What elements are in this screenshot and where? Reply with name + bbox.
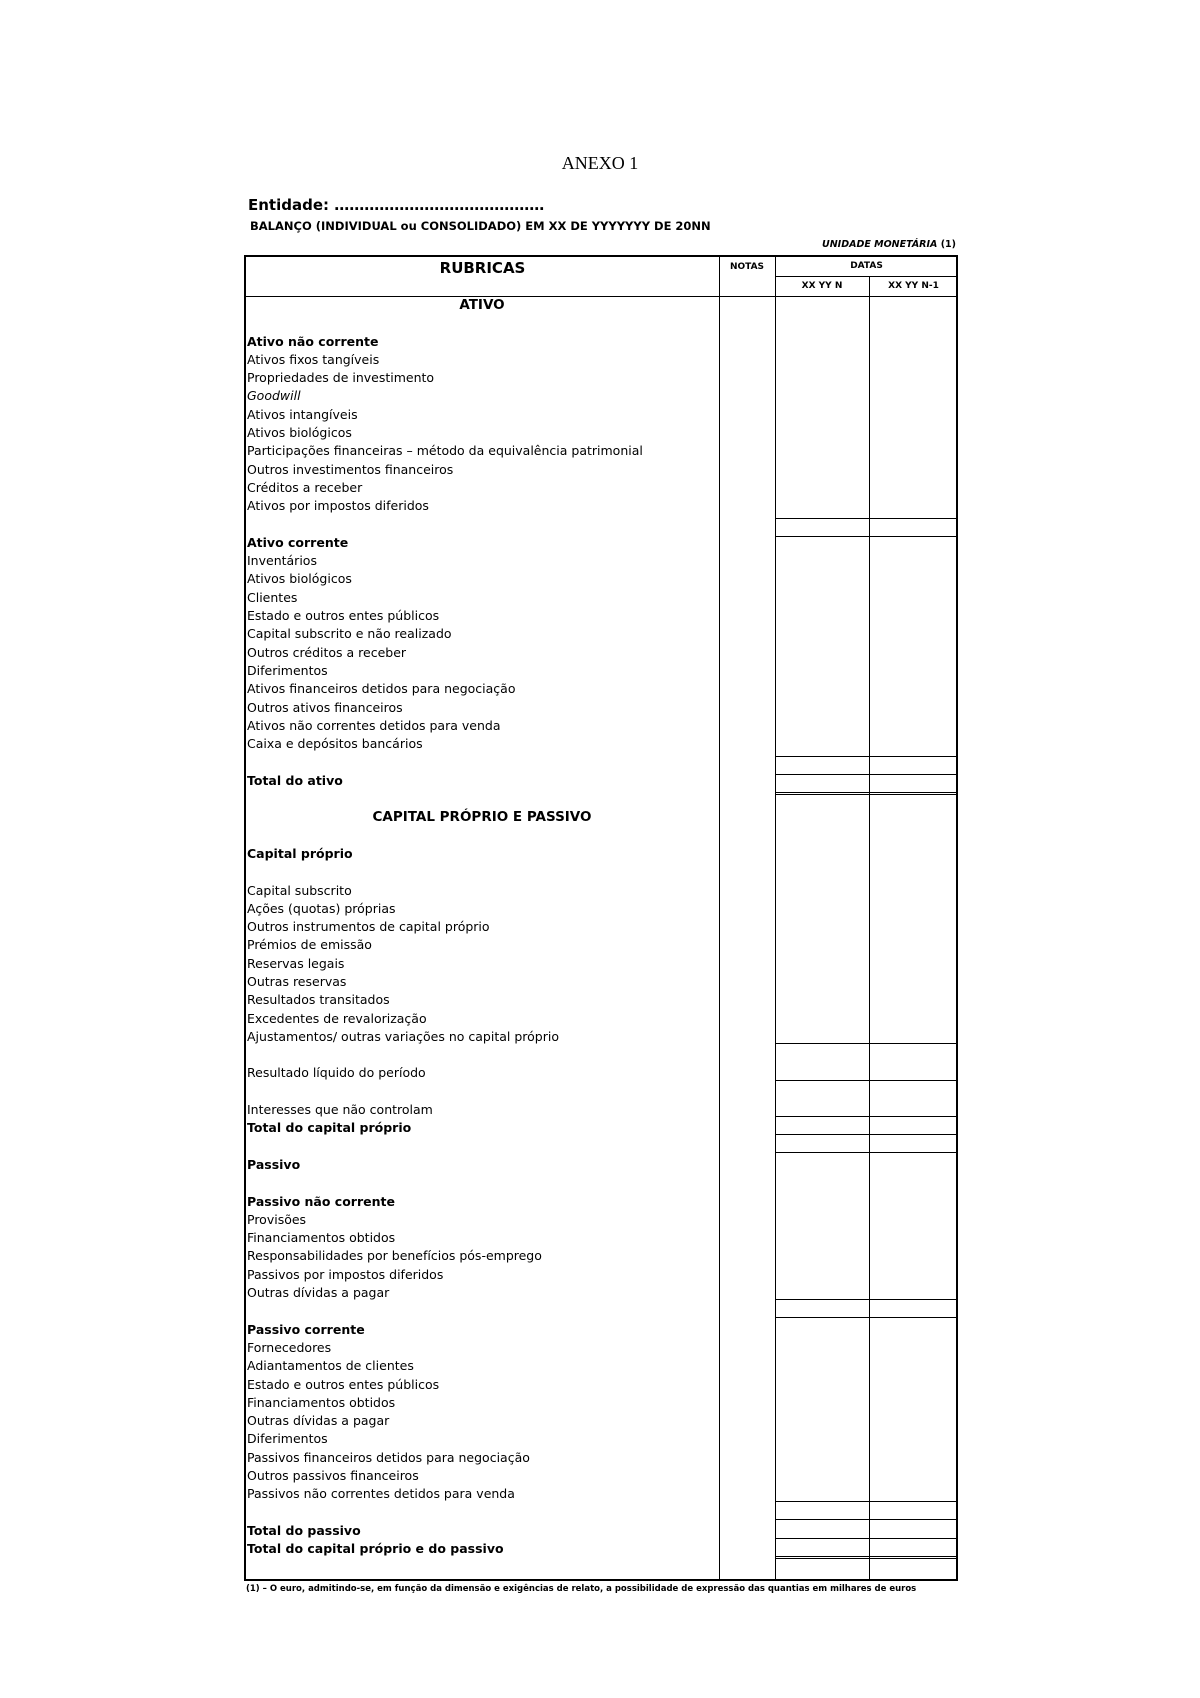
balance-title: BALANÇO (INDIVIDUAL ou CONSOLIDADO) EM XX DE YYYYYYY DE 20NN <box>250 219 711 233</box>
section-heading: Passivo <box>247 1156 301 1172</box>
rubrica-row: Ativos fixos tangíveis <box>247 351 380 367</box>
rubrica-row: Propriedades de investimento <box>247 370 435 386</box>
rubrica-row: Clientes <box>247 589 298 605</box>
section-heading: Ativo corrente <box>247 534 349 550</box>
subtotal-line <box>775 1043 958 1044</box>
blank-row <box>247 1302 717 1320</box>
rubrica-row: Outros instrumentos de capital próprio <box>247 919 490 935</box>
rubrica-row: Outros ativos financeiros <box>247 699 403 715</box>
blank-row <box>247 1046 717 1064</box>
rubrica-row: Passivos por impostos diferidos <box>247 1266 444 1282</box>
rubrica-row: Ativos biológicos <box>247 571 352 587</box>
blank-row <box>247 314 717 332</box>
rubrica-row: Financiamentos obtidos <box>247 1230 396 1246</box>
subtotal-line <box>775 774 958 775</box>
rubrica-row: Créditos a receber <box>247 479 363 495</box>
rubrica-row: Passivos não correntes detidos para venda <box>247 1486 515 1502</box>
subtotal-line <box>775 1558 958 1559</box>
section-heading: Passivo corrente <box>247 1321 365 1337</box>
subtotal-line <box>775 1116 958 1117</box>
rubrica-row: Financiamentos obtidos <box>247 1394 396 1410</box>
section-heading: Capital próprio <box>247 845 353 861</box>
rubrica-row: Prémios de emissão <box>247 937 372 953</box>
subtotal-line <box>775 1152 958 1153</box>
rubrica-row: Diferimentos <box>247 1431 328 1447</box>
rubrica-row: Goodwill <box>247 388 301 404</box>
col-divider-notas <box>719 257 720 1579</box>
subtotal-line <box>775 1501 958 1502</box>
blank-row <box>247 516 717 534</box>
unit-label: UNIDADE MONETÁRIA <box>822 239 938 250</box>
year-n-header: XX YY N <box>801 281 843 291</box>
section-heading: CAPITAL PRÓPRIO E PASSIVO <box>372 809 592 826</box>
rubrica-row: Ativos biológicos <box>247 425 352 441</box>
entity-label: Entidade: …………………………………… <box>248 196 545 214</box>
annex-title: ANEXO 1 <box>561 153 639 173</box>
subtotal-line <box>775 1080 958 1081</box>
rubrica-row: Ações (quotas) próprias <box>247 900 396 916</box>
section-heading: Total do capital próprio <box>247 1120 412 1136</box>
col-divider-years <box>869 276 870 1579</box>
col-divider-datas <box>775 257 776 1579</box>
subtotal-line <box>775 1317 958 1318</box>
rubrica-row: Outros investimentos financeiros <box>247 461 454 477</box>
rubrica-row: Capital subscrito <box>247 882 352 898</box>
rubrica-row: Ativos financeiros detidos para negociação <box>247 681 516 697</box>
rubrica-row: Caixa e depósitos bancários <box>247 736 423 752</box>
blank-row <box>247 753 717 771</box>
rubrica-row: Passivos financeiros detidos para negociação <box>247 1449 530 1465</box>
rubricas-list <box>247 296 717 1558</box>
blank-row <box>247 1504 717 1522</box>
subtotal-line <box>775 792 958 793</box>
subtotal-line <box>775 518 958 519</box>
section-heading: Passivo não corrente <box>247 1193 395 1209</box>
subtotal-line <box>775 1519 958 1520</box>
unit-note: (1) <box>940 239 956 250</box>
rubrica-row: Ajustamentos/ outras variações no capital próprio <box>247 1028 559 1044</box>
rubrica-row: Estado e outros entes públicos <box>247 608 440 624</box>
blank-row <box>247 1083 717 1101</box>
section-heading: Total do capital próprio e do passivo <box>247 1541 504 1557</box>
monetary-unit <box>822 239 956 250</box>
rubrica-row: Reservas legais <box>247 955 345 971</box>
datas-subheader-line <box>775 276 958 277</box>
datas-header: DATAS <box>850 261 883 271</box>
rubrica-row: Provisões <box>247 1211 307 1227</box>
subtotal-line <box>775 1134 958 1135</box>
rubrica-row: Outras reservas <box>247 973 347 989</box>
rubrica-row: Excedentes de revalorização <box>247 1010 427 1026</box>
rubrica-row: Inventários <box>247 553 317 569</box>
rubrica-row: Resultado líquido do período <box>247 1065 426 1081</box>
subtotal-line <box>775 1299 958 1300</box>
subtotal-line <box>775 1556 958 1557</box>
year-n1-header: XX YY N-1 <box>888 281 939 291</box>
rubrica-row: Adiantamentos de clientes <box>247 1358 414 1374</box>
subtotal-line <box>775 756 958 757</box>
rubrica-row: Ativos não correntes detidos para venda <box>247 717 501 733</box>
rubrica-row: Responsabilidades por benefícios pós-emprego <box>247 1248 542 1264</box>
rubrica-row: Interesses que não controlam <box>247 1102 433 1118</box>
rubrica-row: Fornecedores <box>247 1339 332 1355</box>
notas-header: NOTAS <box>729 262 765 272</box>
rubricas-header: RUBRICAS <box>439 259 526 277</box>
subtotal-line <box>775 794 958 795</box>
blank-row <box>247 827 717 845</box>
subtotal-line <box>775 1538 958 1539</box>
rubrica-row: Diferimentos <box>247 662 328 678</box>
rubrica-row: Resultados transitados <box>247 992 390 1008</box>
rubrica-row: Outros passivos financeiros <box>247 1468 419 1483</box>
section-heading: ATIVO <box>459 297 505 313</box>
rubrica-row: Outras dívidas a pagar <box>247 1285 390 1301</box>
rubrica-row: Ativos intangíveis <box>247 406 358 422</box>
blank-row <box>247 790 717 808</box>
blank-row <box>247 1138 717 1156</box>
footnote: (1) – O euro, admitindo-se, em função da dimensão e exigências de relato, a possibilidade de expressão das quantias em milhares de euros <box>246 1584 917 1594</box>
rubrica-row: Participações financeiras – método da equivalência patrimonial <box>247 443 643 459</box>
section-heading: Ativo não corrente <box>247 333 379 349</box>
rubrica-row: Estado e outros entes públicos <box>247 1376 440 1392</box>
rubrica-row: Capital subscrito e não realizado <box>247 626 452 642</box>
section-heading: Total do passivo <box>247 1522 361 1538</box>
subtotal-line <box>775 536 958 537</box>
rubrica-row: Outros créditos a receber <box>247 644 407 660</box>
section-heading: Total do ativo <box>247 772 343 788</box>
rubrica-row: Outras dívidas a pagar <box>247 1413 390 1429</box>
blank-row <box>247 863 717 881</box>
rubrica-row: Ativos por impostos diferidos <box>247 498 429 514</box>
blank-row <box>247 1174 717 1192</box>
